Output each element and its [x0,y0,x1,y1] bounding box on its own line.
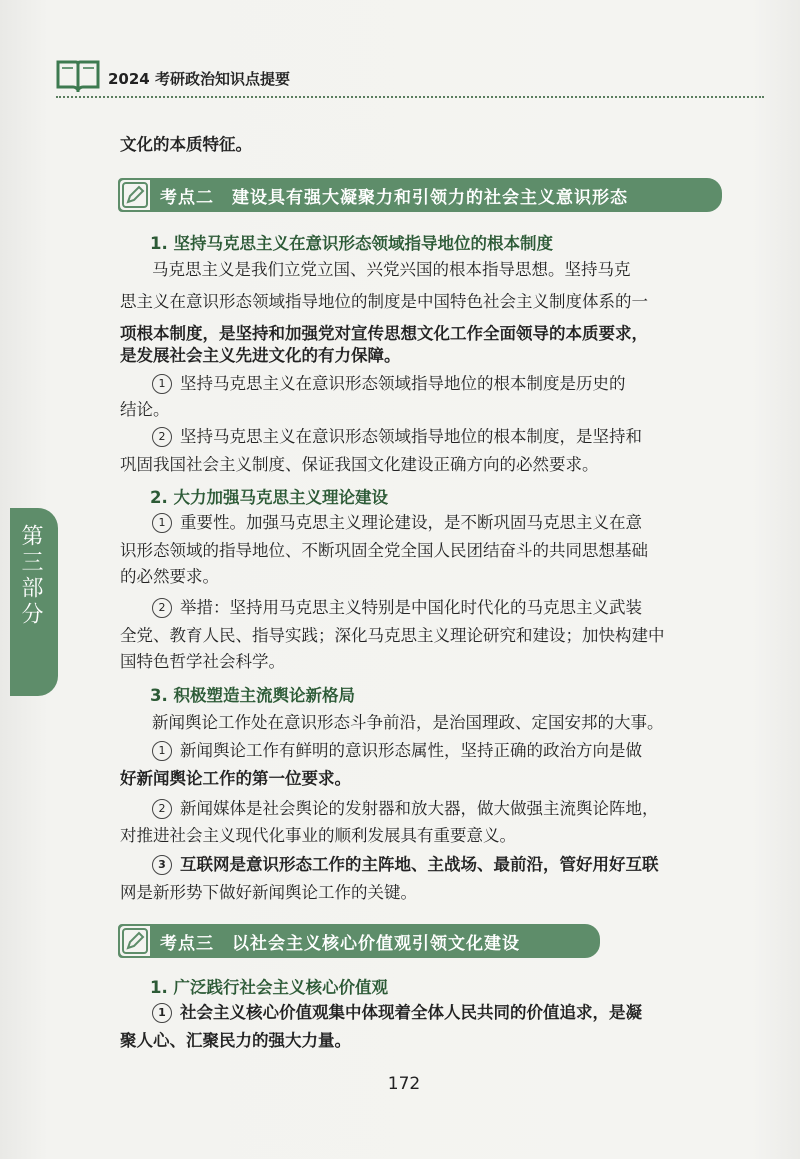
section-pencil-box [120,926,150,956]
paragraph-line: 是发展社会主义先进文化的有力保障。 [120,346,401,365]
section-title: 考点三 以社会主义核心价值观引领文化建设 [160,934,520,954]
subheading-4: 1. 广泛践行社会主义核心价值观 [150,978,388,997]
circle-number: 3 [152,855,172,875]
page-header [56,58,756,94]
circle-number: 1 [152,513,172,533]
circle-number: 1 [152,741,172,761]
list-item [152,595,642,621]
list-item [152,371,626,397]
side-tab-label: 第三部分 [18,524,43,628]
paragraph-line: 新闻舆论工作处在意识形态斗争前沿，是治国理政、定国安邦的大事。 [152,713,664,732]
intro-line: 文化的本质特征。 [120,135,252,154]
list-item-text: 新闻舆论工作有鲜明的意识形态属性，坚持正确的政治方向是做 [180,741,642,760]
list-item [152,510,642,536]
list-item [152,852,659,878]
list-item-continuation: 巩固我国社会主义制度、保证我国文化建设正确方向的必然要求。 [120,455,599,474]
list-item-continuation: 对推进社会主义现代化事业的顺利发展具有重要意义。 [120,826,516,845]
section-heading-2 [118,178,722,212]
open-book-icon [56,58,100,92]
list-item-text: 互联网是意识形态工作的主阵地、主战场、最前沿，管好用好互联 [180,855,659,874]
header-title: 2024 考研政治知识点提要 [108,70,290,88]
section-title: 考点二 建设具有强大凝聚力和引领力的社会主义意识形态 [160,188,628,208]
section-heading-3 [118,924,600,958]
list-item-text: 社会主义核心价值观集中体现着全体人民共同的价值追求，是凝 [180,1003,642,1022]
list-item-continuation: 网是新形势下做好新闻舆论工作的关键。 [120,883,417,902]
page-number: 172 [387,1074,421,1094]
part-side-tab [10,508,58,696]
pencil-icon [120,926,150,956]
paragraph-line: 思主义在意识形态领域指导地位的制度是中国特色社会主义制度体系的一 [120,292,648,311]
list-item [152,424,642,450]
list-item-text: 坚持马克思主义在意识形态领域指导地位的根本制度是历史的 [180,374,626,393]
list-item-continuation: 的必然要求。 [120,567,219,586]
list-item [152,796,659,822]
list-item [152,1000,642,1026]
paragraph-line: 马克思主义是我们立党立国、兴党兴国的根本指导思想。坚持马克 [152,260,631,279]
list-item-continuation: 国特色哲学社会科学。 [120,652,285,671]
circle-number: 2 [152,799,172,819]
header-divider [56,96,764,98]
pencil-icon [120,180,150,210]
list-item-text: 举措：坚持用马克思主义特别是中国化时代化的马克思主义武装 [180,598,642,617]
list-item-text: 坚持马克思主义在意识形态领域指导地位的根本制度，是坚持和 [180,427,642,446]
circle-number: 1 [152,1003,172,1023]
list-item-text: 重要性。加强马克思主义理论建设，是不断巩固马克思主义在意 [180,513,642,532]
circle-number: 1 [152,374,172,394]
list-item-continuation: 结论。 [120,400,170,419]
list-item-continuation: 聚人心、汇聚民力的强大力量。 [120,1031,351,1050]
subheading-2: 2. 大力加强马克思主义理论建设 [150,488,388,507]
list-item-continuation: 全党、教育人民、指导实践；深化马克思主义理论研究和建设；加快构建中 [120,626,665,645]
list-item-continuation: 识形态领域的指导地位、不断巩固全党全国人民团结奋斗的共同思想基础 [120,541,648,560]
list-item-continuation: 好新闻舆论工作的第一位要求。 [120,769,351,788]
section-pencil-box [120,180,150,210]
subheading-3: 3. 积极塑造主流舆论新格局 [150,686,355,705]
circle-number: 2 [152,598,172,618]
paragraph-line: 项根本制度，是坚持和加强党对宣传思想文化工作全面领导的本质要求， [120,324,648,343]
subheading-1: 1. 坚持马克思主义在意识形态领域指导地位的根本制度 [150,234,553,253]
list-item-text: 新闻媒体是社会舆论的发射器和放大器，做大做强主流舆论阵地， [180,799,659,818]
circle-number: 2 [152,427,172,447]
list-item [152,738,642,764]
